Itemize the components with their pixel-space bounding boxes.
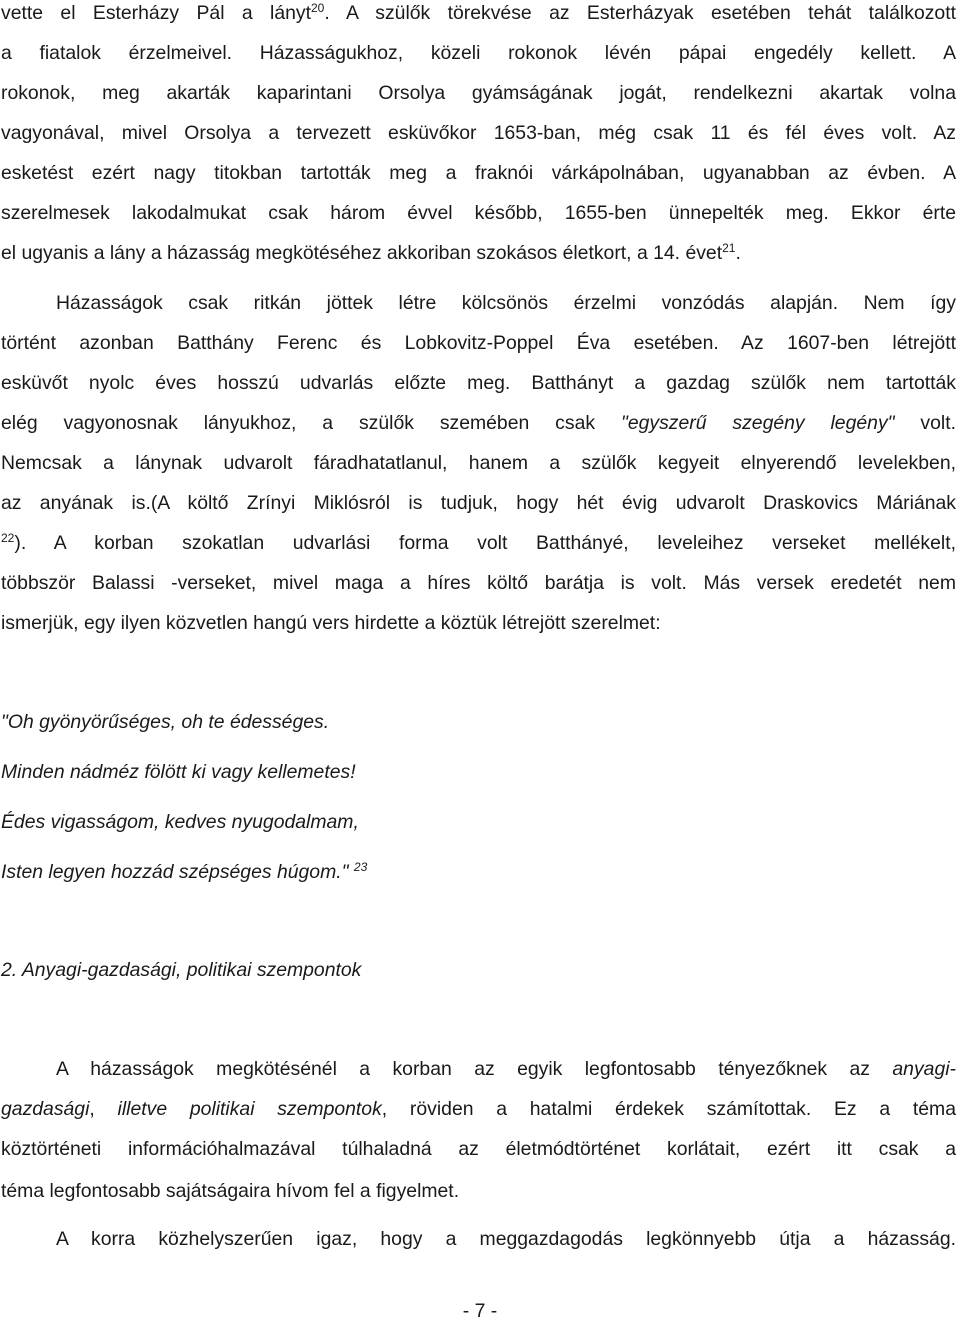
paragraph-2-line-9: ismerjük, egy ilyen közvetlen hangú vers hirdette a köztük létrejött szerelmet:	[1, 612, 661, 634]
paragraph-4-line-1: A korra közhelyszerűen igaz, hogy a meggazdagodás legkönnyebb útja a házasság.	[56, 1228, 956, 1250]
paragraph-2-line-7	[1, 532, 956, 554]
paragraph-3-line-3: köztörténeti információhalmazával túlhaladná az életmódtörténet korlátait, ezért itt csak a	[1, 1138, 956, 1160]
emphasis: anyagi-	[892, 1058, 956, 1080]
text-span: .	[735, 242, 741, 264]
quoted-phrase: "egyszerű szegény legény"	[620, 412, 895, 434]
text-span: A házasságok megkötésénél a korban az egyik legfontosabb tényezőknek az	[56, 1058, 893, 1080]
text-span: elég vagyonosnak lányukhoz, a szülők szemében csak	[1, 412, 621, 434]
paragraph-3-line-2	[1, 1098, 956, 1120]
section-heading: 2. Anyagi-gazdasági, politikai szempontok	[1, 959, 362, 981]
paragraph-2-line-8: többször Balassi -verseket, mivel maga a híres költő barátja is volt. Más versek eredetét nem	[1, 572, 956, 594]
paragraph-2-line-3: esküvőt nyolc éves hosszú udvarlás előzte meg. Batthányt a gazdag szülők nem tartották	[1, 372, 956, 394]
text-span: volt.	[894, 412, 956, 434]
text-span: el ugyanis a lány a házasság megkötéséhez akkoriban szokásos életkort, a 14. évet	[1, 242, 723, 264]
paragraph-2-line-1: Házasságok csak ritkán jöttek létre kölcsönös érzelmi vonzódás alapján. Nem így	[56, 292, 956, 314]
poem-line-3: Édes vigasságom, kedves nyugodalmam,	[1, 811, 359, 833]
text-span: ). A korban szokatlan udvarlási forma volt Batthányé, leveleihez verseket mellékelt,	[14, 532, 956, 554]
paragraph-1-line-6: szerelmesek lakodalmukat csak három évvel később, 1655-ben ünnepelték meg. Ekkor érte	[1, 202, 956, 224]
paragraph-1-line-7	[1, 242, 741, 264]
text-span: vette el Esterházy Pál a lányt	[1, 2, 311, 24]
footnote-ref-22: 22	[1, 531, 15, 545]
paragraph-1-line-1	[1, 2, 956, 24]
paragraph-1-line-3: rokonok, meg akarták kaparintani Orsolya gyámságának jogát, rendelkezni akartak volna	[1, 82, 956, 104]
paragraph-3-line-4: téma legfontosabb sajátságaira hívom fel a figyelmet.	[1, 1180, 460, 1202]
footnote-ref-21: 21	[722, 241, 736, 255]
footnote-ref-20: 20	[311, 1, 325, 15]
text-span: ,	[89, 1098, 118, 1120]
paragraph-1-line-4: vagyonával, mivel Orsolya a tervezett esküvőkor 1653-ban, még csak 11 és fél éves volt. Az	[1, 122, 956, 144]
page-number: - 7 -	[462, 1300, 498, 1322]
emphasis: gazdasági	[1, 1098, 90, 1120]
paragraph-2-line-4	[1, 412, 956, 434]
footnote-ref-23: 23	[353, 860, 368, 874]
paragraph-1-line-5: esketést ezért nagy titokban tartották meg a fraknói várkápolnában, ugyanabban az évben. A	[1, 162, 956, 184]
paragraph-2-line-2: történt azonban Batthány Ferenc és Lobkovitz-Poppel Éva esetében. Az 1607-ben létrejött	[1, 332, 956, 354]
text-span: . A szülők törekvése az Esterházyak esetében tehát találkozott	[324, 2, 956, 24]
paragraph-2-line-6: az anyának is.(A költő Zrínyi Miklósról is tudjuk, hogy hét évig udvarolt Draskovics Máriának	[1, 492, 956, 514]
emphasis: illetve politikai szempontok	[117, 1098, 382, 1120]
text-span: Isten legyen hozzád szépséges húgom."	[1, 861, 349, 883]
paragraph-3-line-1	[56, 1058, 956, 1080]
paragraph-2-line-5: Nemcsak a lánynak udvarolt fáradhatatlanul, hanem a szülők kegyeit elnyerendő levelekben,	[1, 452, 956, 474]
text-span: , röviden a hatalmi érdekek számítottak. Ez a téma	[381, 1098, 956, 1120]
poem-line-1: "Oh gyönyörűséges, oh te édességes.	[1, 711, 330, 733]
poem-line-4	[1, 861, 367, 883]
paragraph-1-line-2: a fiatalok érzelmeivel. Házasságukhoz, közeli rokonok lévén pápai engedély kellett. A	[1, 42, 956, 64]
poem-line-2: Minden nádméz fölött ki vagy kellemetes!	[1, 761, 356, 783]
